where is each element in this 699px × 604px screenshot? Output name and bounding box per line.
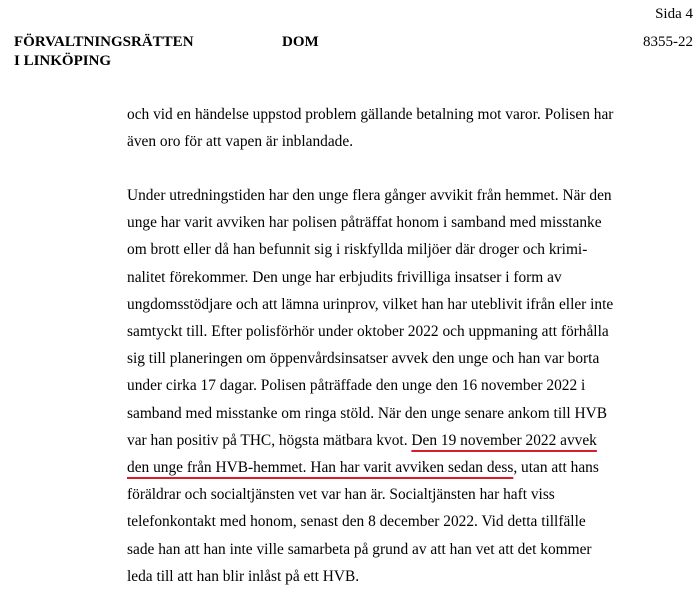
paragraph-line: samtyckt till. Efter polisförhör under oktober 2022 och uppmaning att förhålla — [127, 323, 609, 341]
red-underlined-text: den unge från HVB-hemmet. Han har varit avviken sedan dess — [127, 459, 514, 477]
paragraph-line: nalitet förekommer. Den unge har erbjudits frivilliga insatser i form av — [127, 268, 562, 286]
paragraph-line: Under utredningstiden har den unge flera gånger avvikit från hemmet. När den — [127, 187, 612, 204]
paragraph-line: under cirka 17 dagar. Polisen påträffade den unge den 16 november 2022 i — [127, 377, 586, 395]
paragraph-2 — [127, 182, 637, 590]
court-name — [14, 33, 194, 71]
paragraph-line: och vid en händelse uppstod problem gällande betalning mot varor. Polisen har — [127, 106, 614, 123]
paragraph-line: ungdomsstödjare och att lämna urinprov, vilket han har uteblivit ifrån eller inte — [127, 295, 614, 313]
page-number: Sida 4 — [655, 6, 693, 22]
court-name-line1: FÖRVALTNINGSRÄTTEN — [14, 34, 194, 50]
plain-text: var han positiv på THC, högsta mätbara kvot. — [127, 431, 412, 449]
plain-text: , utan att hans — [513, 459, 599, 477]
paragraph-line: sig till planeringen om öppenvårdsinsatser avvek den unge och han var borta — [127, 350, 600, 368]
paragraph-line: sade han att han inte ville samarbeta på grund av att han vet att det kommer — [127, 540, 592, 558]
paragraph-line: även oro för att vapen är inblandade. — [127, 133, 354, 151]
red-underlined-text: Den 19 november 2022 avvek — [411, 431, 597, 449]
paragraph-line — [127, 427, 637, 454]
paragraph-line: om brott eller då han befunnit sig i riskfyllda miljöer där droger och krimi- — [127, 241, 588, 259]
case-number: 8355-22 — [643, 34, 693, 50]
paragraph-1 — [127, 101, 637, 155]
paragraph-line — [127, 454, 637, 481]
paragraph-line: telefonkontakt med honom, senast den 8 december 2022. Vid detta tillfälle — [127, 513, 586, 531]
paragraph-line: samband med misstanke om ringa stöld. När den unge senare ankom till HVB — [127, 404, 608, 422]
paragraph-line: föräldrar och socialtjänsten vet var han är. Socialtjänsten har haft viss — [127, 486, 555, 504]
court-name-line2: I LINKÖPING — [14, 53, 112, 69]
paragraph-line: unge har varit avviken har polisen påträffat honom i samband med misstanke — [127, 214, 602, 232]
document-type: DOM — [282, 34, 319, 50]
paragraph-line: leda till att han blir inlåst på ett HVB. — [127, 567, 360, 585]
